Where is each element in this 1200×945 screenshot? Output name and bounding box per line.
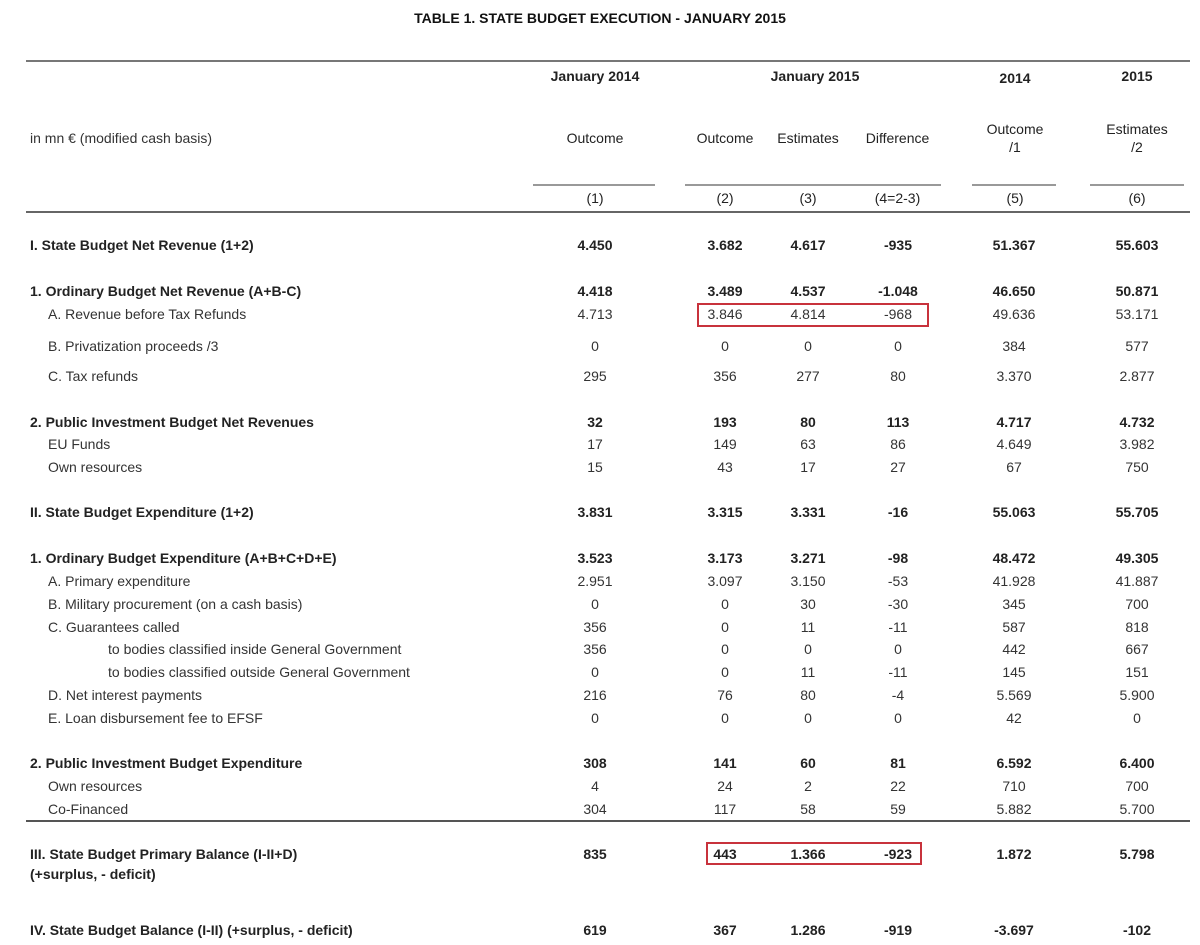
cell-col5: 51.367 [992, 237, 1036, 253]
row-label-note: (+surplus, - deficit) [30, 866, 156, 882]
cell-col6: 151 [1125, 664, 1149, 680]
cell-col6: 667 [1125, 641, 1149, 657]
footnote-1: /1 [1009, 139, 1021, 155]
cell-col3: 63 [800, 436, 816, 452]
cell-col2: 0 [721, 641, 729, 657]
cell-col3: 30 [800, 596, 816, 612]
cell-col4: 0 [894, 641, 902, 657]
cell-col2: 0 [721, 619, 729, 635]
cell-col4: 59 [890, 801, 906, 817]
cell-col6: 49.305 [1115, 550, 1159, 566]
cell-col1: 835 [583, 846, 607, 862]
cell-col6: 5.900 [1119, 687, 1155, 703]
subhead-outcome-1: Outcome [566, 130, 624, 146]
cell-col5: 46.650 [992, 283, 1036, 299]
cell-col2: 141 [713, 755, 737, 771]
cell-col6: 50.871 [1115, 283, 1159, 299]
cell-col4: -98 [887, 550, 909, 566]
cell-col2: 0 [721, 664, 729, 680]
group-2015: 2015 [1121, 68, 1153, 84]
cell-col5: 42 [1006, 710, 1022, 726]
cell-col2: 43 [717, 459, 733, 475]
cell-col1: 356 [583, 641, 607, 657]
row-label: 1. Ordinary Budget Net Revenue (A+B-C) [30, 283, 302, 299]
cell-col1: 32 [587, 414, 603, 430]
cell-col1: 4.418 [577, 283, 613, 299]
cell-col3: 11 [800, 664, 816, 680]
cell-col3: 3.331 [790, 504, 826, 520]
cell-col2: 0 [721, 596, 729, 612]
cell-col1: 295 [583, 368, 607, 384]
cell-col5: 145 [1002, 664, 1026, 680]
cell-col5: 442 [1002, 641, 1026, 657]
cell-col1: 3.831 [577, 504, 613, 520]
cell-col6: 700 [1125, 778, 1149, 794]
cell-col5: 5.882 [996, 801, 1032, 817]
highlight-box-primary-balance [706, 842, 922, 865]
cell-col3: 11 [800, 619, 816, 635]
cell-col5: -3.697 [994, 922, 1034, 938]
cell-col3: 0 [804, 710, 812, 726]
row-label: E. Loan disbursement fee to EFSF [48, 710, 263, 726]
cell-col4: -11 [888, 619, 908, 635]
cell-col1: 356 [583, 619, 607, 635]
cell-col5: 49.636 [992, 306, 1036, 322]
cell-col3: 4.617 [790, 237, 826, 253]
row-label: I. State Budget Net Revenue (1+2) [30, 237, 254, 253]
cell-col2: 149 [713, 436, 737, 452]
cell-col3: 58 [800, 801, 816, 817]
cell-col4: -16 [887, 504, 909, 520]
cell-col3: 17 [800, 459, 816, 475]
cell-col3: 0 [804, 338, 812, 354]
cell-col2: 0 [721, 338, 729, 354]
cell-col6: 4.732 [1119, 414, 1155, 430]
cell-col1: 15 [587, 459, 603, 475]
cell-col2: 3.315 [707, 504, 743, 520]
cell-col5: 384 [1002, 338, 1026, 354]
row-label: A. Revenue before Tax Refunds [48, 306, 247, 322]
cell-col4: 81 [890, 755, 906, 771]
row-label: Co-Financed [48, 801, 129, 817]
cell-col2: 3.097 [707, 573, 743, 589]
cell-col4: 22 [890, 778, 906, 794]
cell-col6: 55.603 [1115, 237, 1159, 253]
cell-col2: 3.489 [707, 283, 743, 299]
cell-col2: 367 [713, 922, 737, 938]
row-label: II. State Budget Expenditure (1+2) [30, 504, 254, 520]
cell-col1: 0 [591, 710, 599, 726]
cell-col2: 356 [713, 368, 737, 384]
cell-col5: 587 [1002, 619, 1026, 635]
row-label: C. Tax refunds [48, 368, 139, 384]
top-rule [26, 60, 1190, 62]
cell-col6: 53.171 [1115, 306, 1159, 322]
group-2014: 2014 [999, 70, 1031, 86]
row-label: to bodies classified outside General Government [108, 664, 410, 680]
cell-col3: 80 [800, 414, 816, 430]
row-label: 1. Ordinary Budget Expenditure (A+B+C+D+E) [30, 550, 337, 566]
header-rule [26, 211, 1190, 213]
colnum-4: (4=2-3) [874, 190, 921, 206]
cell-col5: 41.928 [992, 573, 1036, 589]
cell-col5: 6.592 [996, 755, 1032, 771]
cell-col1: 2.951 [577, 573, 613, 589]
cell-col5: 55.063 [992, 504, 1036, 520]
cell-col4: 0 [894, 338, 902, 354]
cell-col1: 0 [591, 338, 599, 354]
cell-col2: 3.682 [707, 237, 743, 253]
cell-col5: 67 [1006, 459, 1022, 475]
cell-col2: 76 [717, 687, 733, 703]
cell-col6: 41.887 [1115, 573, 1159, 589]
colnum-6: (6) [1128, 190, 1146, 206]
cell-col5: 710 [1002, 778, 1026, 794]
cell-col3: 80 [800, 687, 816, 703]
colnum-2: (2) [716, 190, 734, 206]
cell-col5: 4.717 [996, 414, 1032, 430]
cell-col2: 193 [713, 414, 737, 430]
cell-col6: 0 [1133, 710, 1141, 726]
cell-col6: 5.700 [1119, 801, 1155, 817]
cell-col1: 619 [583, 922, 607, 938]
cell-col2: 117 [713, 801, 737, 817]
cell-col1: 4.713 [577, 306, 613, 322]
cell-col1: 4 [591, 778, 599, 794]
cell-col2: 3.173 [707, 550, 743, 566]
cell-col4: -968 [883, 306, 913, 322]
underline-col2-4 [685, 184, 941, 186]
cell-col2: 443 [713, 846, 737, 862]
cell-col6: 750 [1125, 459, 1149, 475]
cell-col4: -4 [891, 687, 905, 703]
cell-col3: 1.286 [790, 922, 826, 938]
cell-col6: 55.705 [1115, 504, 1159, 520]
row-label: to bodies classified inside General Government [108, 641, 402, 657]
cell-col5: 48.472 [992, 550, 1036, 566]
cell-col1: 216 [583, 687, 607, 703]
cell-col1: 0 [591, 596, 599, 612]
footnote-2: /2 [1131, 139, 1143, 155]
cell-col3: 60 [800, 755, 816, 771]
row-label: C. Guarantees called [48, 619, 180, 635]
cell-col6: 700 [1125, 596, 1149, 612]
cell-col4: 27 [890, 459, 906, 475]
cell-col1: 308 [583, 755, 607, 771]
cell-col6: 577 [1125, 338, 1149, 354]
colnum-1: (1) [586, 190, 604, 206]
cell-col3: 1.366 [790, 846, 826, 862]
cell-col4: -30 [887, 596, 909, 612]
row-label: Own resources [48, 459, 143, 475]
cell-col4: -1.048 [878, 283, 918, 299]
cell-col5: 4.649 [996, 436, 1032, 452]
cell-col5: 345 [1002, 596, 1026, 612]
row-label: IV. State Budget Balance (I-II) (+surplus, - deficit) [30, 922, 353, 938]
cell-col4: 0 [894, 710, 902, 726]
subhead-outcome-5: Outcome [986, 121, 1044, 137]
cell-col3: 3.150 [790, 573, 826, 589]
row-label: D. Net interest payments [48, 687, 203, 703]
cell-col2: 0 [721, 710, 729, 726]
cell-col6: 5.798 [1119, 846, 1155, 862]
cell-col4: -11 [888, 664, 908, 680]
row-label: A. Primary expenditure [48, 573, 191, 589]
cell-col1: 304 [583, 801, 607, 817]
table-title: TABLE 1. STATE BUDGET EXECUTION - JANUARY 2015 [414, 10, 786, 26]
cell-col3: 4.814 [790, 306, 826, 322]
cell-col1: 17 [587, 436, 603, 452]
cell-col3: 0 [804, 641, 812, 657]
row-label: B. Military procurement (on a cash basis) [48, 596, 303, 612]
cell-col6: 3.982 [1119, 436, 1155, 452]
colnum-5: (5) [1006, 190, 1024, 206]
subhead-outcome-2: Outcome [696, 130, 754, 146]
row-label: Own resources [48, 778, 143, 794]
cell-col3: 4.537 [790, 283, 826, 299]
cell-col3: 3.271 [790, 550, 826, 566]
underline-col6 [1090, 184, 1184, 186]
cell-col1: 3.523 [577, 550, 613, 566]
row-label: III. State Budget Primary Balance (I-II+D) [30, 846, 298, 862]
cell-col4: 113 [886, 414, 910, 430]
highlight-box-revenue [697, 303, 929, 327]
colnum-3: (3) [799, 190, 817, 206]
group-jan-2015: January 2015 [770, 68, 860, 84]
cell-col1: 0 [591, 664, 599, 680]
subhead-difference-4: Difference [865, 130, 930, 146]
row-label: 2. Public Investment Budget Expenditure [30, 755, 303, 771]
cell-col5: 3.370 [996, 368, 1032, 384]
cell-col4: -53 [887, 573, 909, 589]
cell-col2: 3.846 [707, 306, 743, 322]
cell-col1: 4.450 [577, 237, 613, 253]
cell-col4: -923 [883, 846, 913, 862]
cell-col4: 86 [890, 436, 906, 452]
cell-col4: -919 [883, 922, 913, 938]
cell-col6: 6.400 [1119, 755, 1155, 771]
cell-col6: 2.877 [1119, 368, 1155, 384]
group-jan-2014: January 2014 [550, 68, 640, 84]
unit-label: in mn € (modified cash basis) [30, 130, 213, 146]
cell-col2: 24 [717, 778, 733, 794]
cell-col3: 277 [796, 368, 820, 384]
row-label: 2. Public Investment Budget Net Revenues [30, 414, 314, 430]
cell-col4: -935 [883, 237, 913, 253]
cell-col6: -102 [1122, 922, 1152, 938]
cell-col5: 5.569 [996, 687, 1032, 703]
cell-col3: 2 [804, 778, 812, 794]
section-rule [26, 820, 1190, 822]
row-label: EU Funds [48, 436, 111, 452]
subhead-estimates-6: Estimates [1106, 121, 1168, 137]
cell-col5: 1.872 [996, 846, 1032, 862]
cell-col6: 818 [1125, 619, 1149, 635]
row-label: B. Privatization proceeds /3 [48, 338, 219, 354]
underline-col5 [972, 184, 1056, 186]
subhead-estimates-3: Estimates [777, 130, 839, 146]
cell-col4: 80 [890, 368, 906, 384]
underline-col1 [533, 184, 655, 186]
